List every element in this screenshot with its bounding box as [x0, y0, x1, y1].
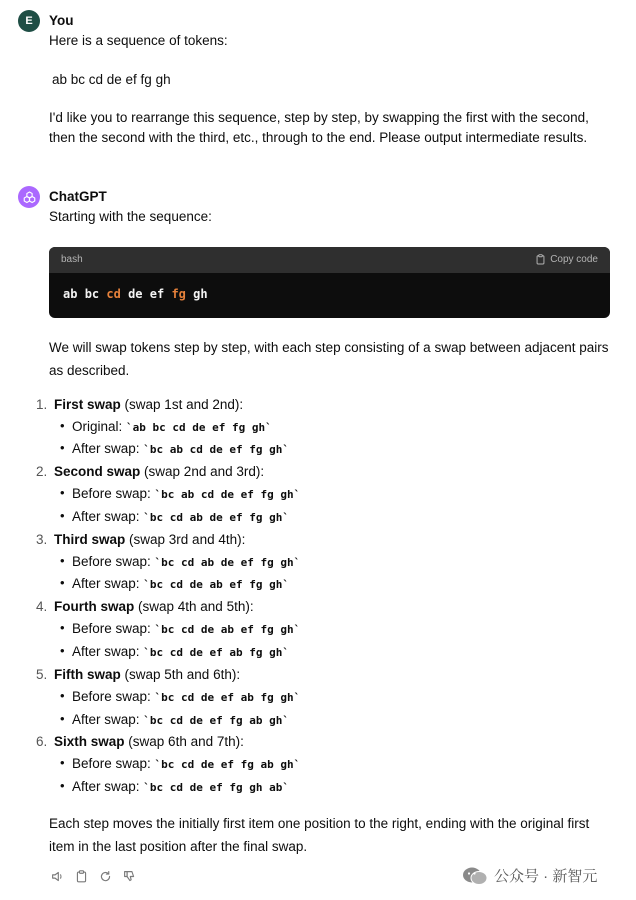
step-line [54, 551, 617, 574]
step-line-label: Original: [72, 418, 127, 434]
step-line-label: Before swap: [72, 621, 155, 637]
step-line [54, 686, 617, 709]
step-item [36, 461, 617, 529]
step-number: 6. [36, 734, 48, 750]
user-avatar: E [18, 10, 40, 32]
clipboard-icon [75, 870, 88, 883]
code-token: bc [84, 287, 100, 302]
step-line-label: After swap: [72, 711, 144, 727]
assistant-message-content [36, 207, 617, 858]
code-language: bash [61, 253, 83, 265]
step-line-label: Before swap: [72, 688, 155, 704]
inline-code: `bc ab cd de ef fg gh` [143, 443, 289, 457]
step-line-label: After swap: [72, 644, 144, 660]
inline-code: `bc cd de ef fg gh ab` [143, 781, 289, 795]
step-line-label: Before swap: [72, 486, 155, 502]
code-block [49, 247, 610, 318]
code-token: ef [149, 287, 165, 302]
step-item [36, 529, 617, 597]
inline-code: `bc cd ab de ef fg gh` [154, 555, 301, 569]
code-token: gh [193, 287, 208, 302]
step-note: (swap 4th and 5th): [138, 599, 254, 615]
step-note: (swap 6th and 7th): [128, 734, 244, 750]
user-tokens: ab bc cd de ef fg gh [52, 71, 171, 87]
user-request: I'd like you to rearrange this sequence, step by step, by swapping the first with the second, then the second with the third, etc., through to the end. Please output intermediate results. [49, 110, 589, 145]
code-token: cd [106, 287, 121, 302]
step-number: 3. [36, 531, 48, 547]
inline-code: `bc cd ab de ef fg gh` [143, 510, 289, 524]
copy-message-button[interactable] [74, 869, 89, 884]
step-line-label: After swap: [72, 576, 144, 592]
step-number: 2. [36, 464, 48, 480]
step-title: Third swap [54, 531, 126, 547]
code-token: ab [63, 287, 78, 302]
step-title: Second swap [54, 464, 141, 480]
step-line-label: After swap: [72, 779, 144, 795]
step-number: 5. [36, 666, 48, 682]
step-item [36, 664, 617, 732]
step-line-label: After swap: [72, 441, 144, 457]
code-header [49, 247, 610, 273]
inline-code: `bc cd de ef ab fg gh` [154, 690, 301, 704]
assistant-intro: Starting with the sequence: [49, 209, 212, 224]
step-note: (swap 1st and 2nd): [124, 396, 244, 412]
step-line-label: Before swap: [72, 756, 155, 772]
step-line [54, 483, 617, 506]
inline-code: `bc cd de ef fg ab gh` [154, 758, 301, 772]
step-item [36, 394, 617, 462]
inline-code: `bc cd de ab ef fg gh` [154, 623, 301, 637]
step-note: (swap 2nd and 3rd): [144, 464, 265, 480]
inline-code: `ab bc cd de ef fg gh` [126, 420, 272, 434]
clipboard-icon [535, 254, 546, 265]
regenerate-button[interactable] [98, 869, 113, 884]
step-line [54, 753, 617, 776]
step-title: Fourth swap [54, 599, 135, 615]
step-line [54, 709, 617, 732]
copy-code-button[interactable] [535, 250, 598, 270]
message-actions [50, 869, 137, 884]
speaker-icon [51, 870, 64, 883]
swap-steps-list [36, 394, 617, 800]
step-line-label: After swap: [72, 508, 144, 524]
inline-code: `bc cd de ef fg ab gh` [143, 713, 289, 727]
step-line [54, 618, 617, 641]
step-line [54, 438, 617, 461]
assistant-name: ChatGPT [49, 189, 107, 204]
step-number: 1. [36, 396, 48, 412]
code-token: de [128, 287, 143, 302]
step-line [54, 506, 617, 529]
step-line [54, 776, 617, 799]
step-number: 4. [36, 599, 48, 615]
step-title: Sixth swap [54, 734, 125, 750]
inline-code: `bc ab cd de ef fg gh` [154, 488, 301, 502]
assistant-conclusion: Each step moves the initially first item one position to the right, ending with the original first item in the last position after the final swap. [49, 816, 590, 855]
step-note: (swap 3rd and 4th): [129, 531, 246, 547]
user-name: You [49, 13, 74, 28]
watermark [462, 865, 597, 886]
refresh-icon [99, 870, 112, 883]
thumbs-down-icon [123, 870, 136, 883]
step-note: (swap 5th and 6th): [124, 666, 241, 682]
user-line-1: Here is a sequence of tokens: [49, 33, 228, 48]
step-line-label: Before swap: [72, 553, 155, 569]
read-aloud-button[interactable] [50, 869, 65, 884]
inline-code: `bc cd de ab ef fg gh` [143, 578, 289, 592]
step-line [54, 573, 617, 596]
watermark-text: 公众号 · 新智元 [494, 868, 598, 885]
code-token: fg [171, 287, 186, 302]
step-item [36, 731, 617, 799]
step-title: First swap [54, 396, 121, 412]
step-line [54, 641, 617, 664]
inline-code: `bc cd de ef ab fg gh` [143, 646, 289, 660]
step-line [54, 416, 617, 439]
chatgpt-logo-icon [18, 186, 40, 208]
step-title: Fifth swap [54, 666, 121, 682]
user-message-content [49, 31, 617, 166]
copy-code-label: Copy code [550, 253, 598, 265]
step-item [36, 596, 617, 664]
wechat-icon [462, 866, 488, 886]
thumbs-down-button[interactable] [122, 869, 137, 884]
code-content [49, 273, 610, 318]
assistant-explanation: We will swap tokens step by step, with each step consisting of a swap between adjacent pairs as described. [49, 339, 609, 378]
